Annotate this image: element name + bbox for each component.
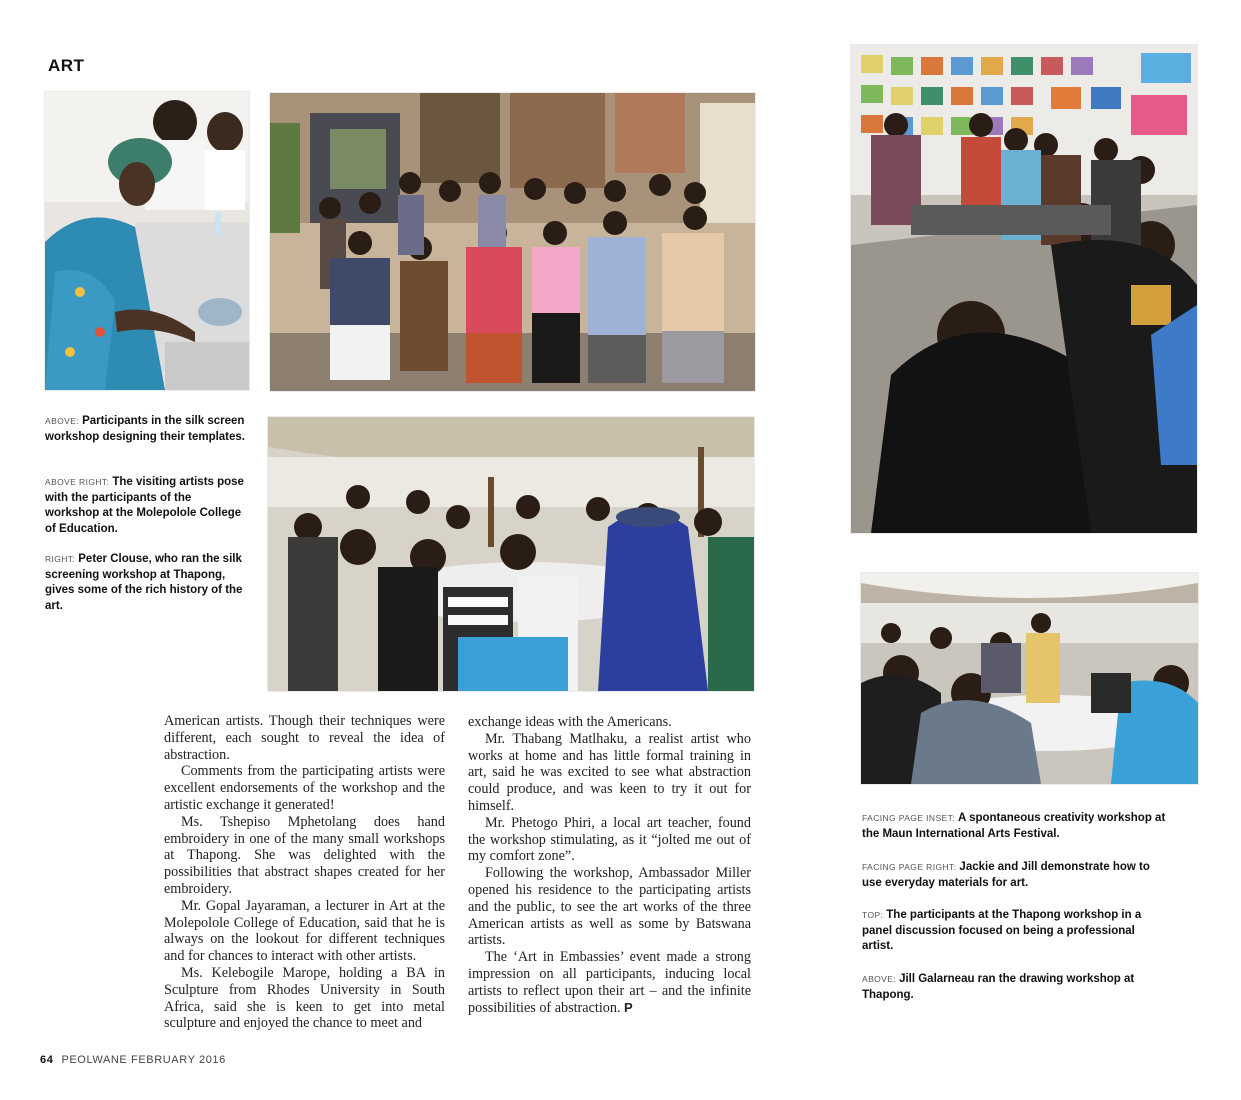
photo-silk-screen-history	[268, 417, 754, 691]
paragraph: Ms. Kelebogile Marope, holding a BA in Sculpture from Rhodes University in South Africa, said she is keen to get into metal sculpture and enjoyed the chance to meet and	[164, 964, 445, 1032]
photo-drawing-workshop	[861, 573, 1198, 784]
caption-text: The visiting artists pose with the participants of the workshop at the Molepolole College of Education.	[45, 476, 244, 535]
caption-text: A spontaneous creativity workshop at the Maun International Arts Festival.	[862, 812, 1166, 840]
end-mark: P	[624, 999, 633, 1015]
caption-label: FACING PAGE RIGHT:	[862, 862, 957, 872]
caption-maun-inset	[862, 811, 1168, 842]
caption-label: TOP:	[862, 910, 884, 920]
caption-text: Jill Galarneau ran the drawing workshop at Thapong.	[862, 973, 1135, 1001]
caption-jackie-jill	[862, 860, 1162, 891]
caption-label: ABOVE:	[862, 974, 897, 984]
caption-panel	[862, 908, 1162, 955]
caption-text: Participants in the silk screen workshop designing their templates.	[45, 415, 246, 443]
caption-drawing	[862, 972, 1162, 1003]
photo-silk-screen-workshop	[45, 92, 249, 390]
caption-text: The participants at the Thapong workshop in a panel discussion focused on being a professional artist.	[862, 909, 1142, 952]
paragraph: American artists. Though their techniques were different, each sought to reveal the idea of abstraction.	[164, 713, 445, 763]
section-title: ART	[48, 56, 85, 75]
paragraph: Mr. Thabang Matlhaku, a realist artist who works at home and has little formal training in art, said he was excited to see what abstraction could produce, and was keen to try it out for himself.	[468, 730, 751, 814]
page-number: 64	[40, 1054, 54, 1066]
caption-text: Jackie and Jill demonstrate how to use everyday materials for art.	[862, 861, 1150, 889]
paragraph: Following the workshop, Ambassador Miller opened his residence to the participating artists and the public, to see the art works of the three American artists as well as some by Batswana artists.	[468, 865, 751, 949]
body-column-1	[164, 713, 445, 1032]
paragraph: Ms. Tshepiso Mphetolang does hand embroidery in one of the many small workshops at Thapong. She was delighted with the possibilities that abstract shapes created for her embroidery.	[164, 813, 445, 897]
photo-panel-discussion	[851, 45, 1197, 533]
photo-group-pose	[270, 93, 755, 391]
paragraph: Mr. Phetogo Phiri, a local art teacher, found the workshop stimulating, as it “jolted me out of my comfort zone”.	[468, 814, 751, 865]
paragraph	[468, 949, 751, 1016]
body-column-2	[468, 714, 751, 1016]
caption-group-pose	[45, 475, 245, 537]
caption-text: Peter Clouse, who ran the silk screening workshop at Thapong, gives some of the rich history of the art.	[45, 553, 243, 612]
paragraph: exchange ideas with the Americans.	[468, 714, 672, 730]
caption-silk-history	[45, 552, 247, 614]
paragraph-text: The ‘Art in Embassies’ event made a strong impression on all participants, inducing local artists to reflect upon their art – and the infinite possibilities of abstraction.	[468, 949, 751, 1016]
caption-label: ABOVE RIGHT:	[45, 477, 110, 487]
caption-silk-screen	[45, 414, 245, 445]
publication-issue: PEOLWANE FEBRUARY 2016	[61, 1054, 226, 1066]
caption-label: ABOVE:	[45, 416, 80, 426]
caption-label: FACING PAGE INSET:	[862, 813, 956, 823]
paragraph: Mr. Gopal Jayaraman, a lecturer in Art at the Molepolole College of Education, said that he is always on the lookout for different techniques and for chances to interact with other artists.	[164, 897, 445, 965]
page-footer	[40, 1054, 226, 1066]
caption-label: RIGHT:	[45, 554, 76, 564]
paragraph: Comments from the participating artists were excellent endorsements of the workshop and the artistic exchange it generated!	[164, 763, 445, 813]
